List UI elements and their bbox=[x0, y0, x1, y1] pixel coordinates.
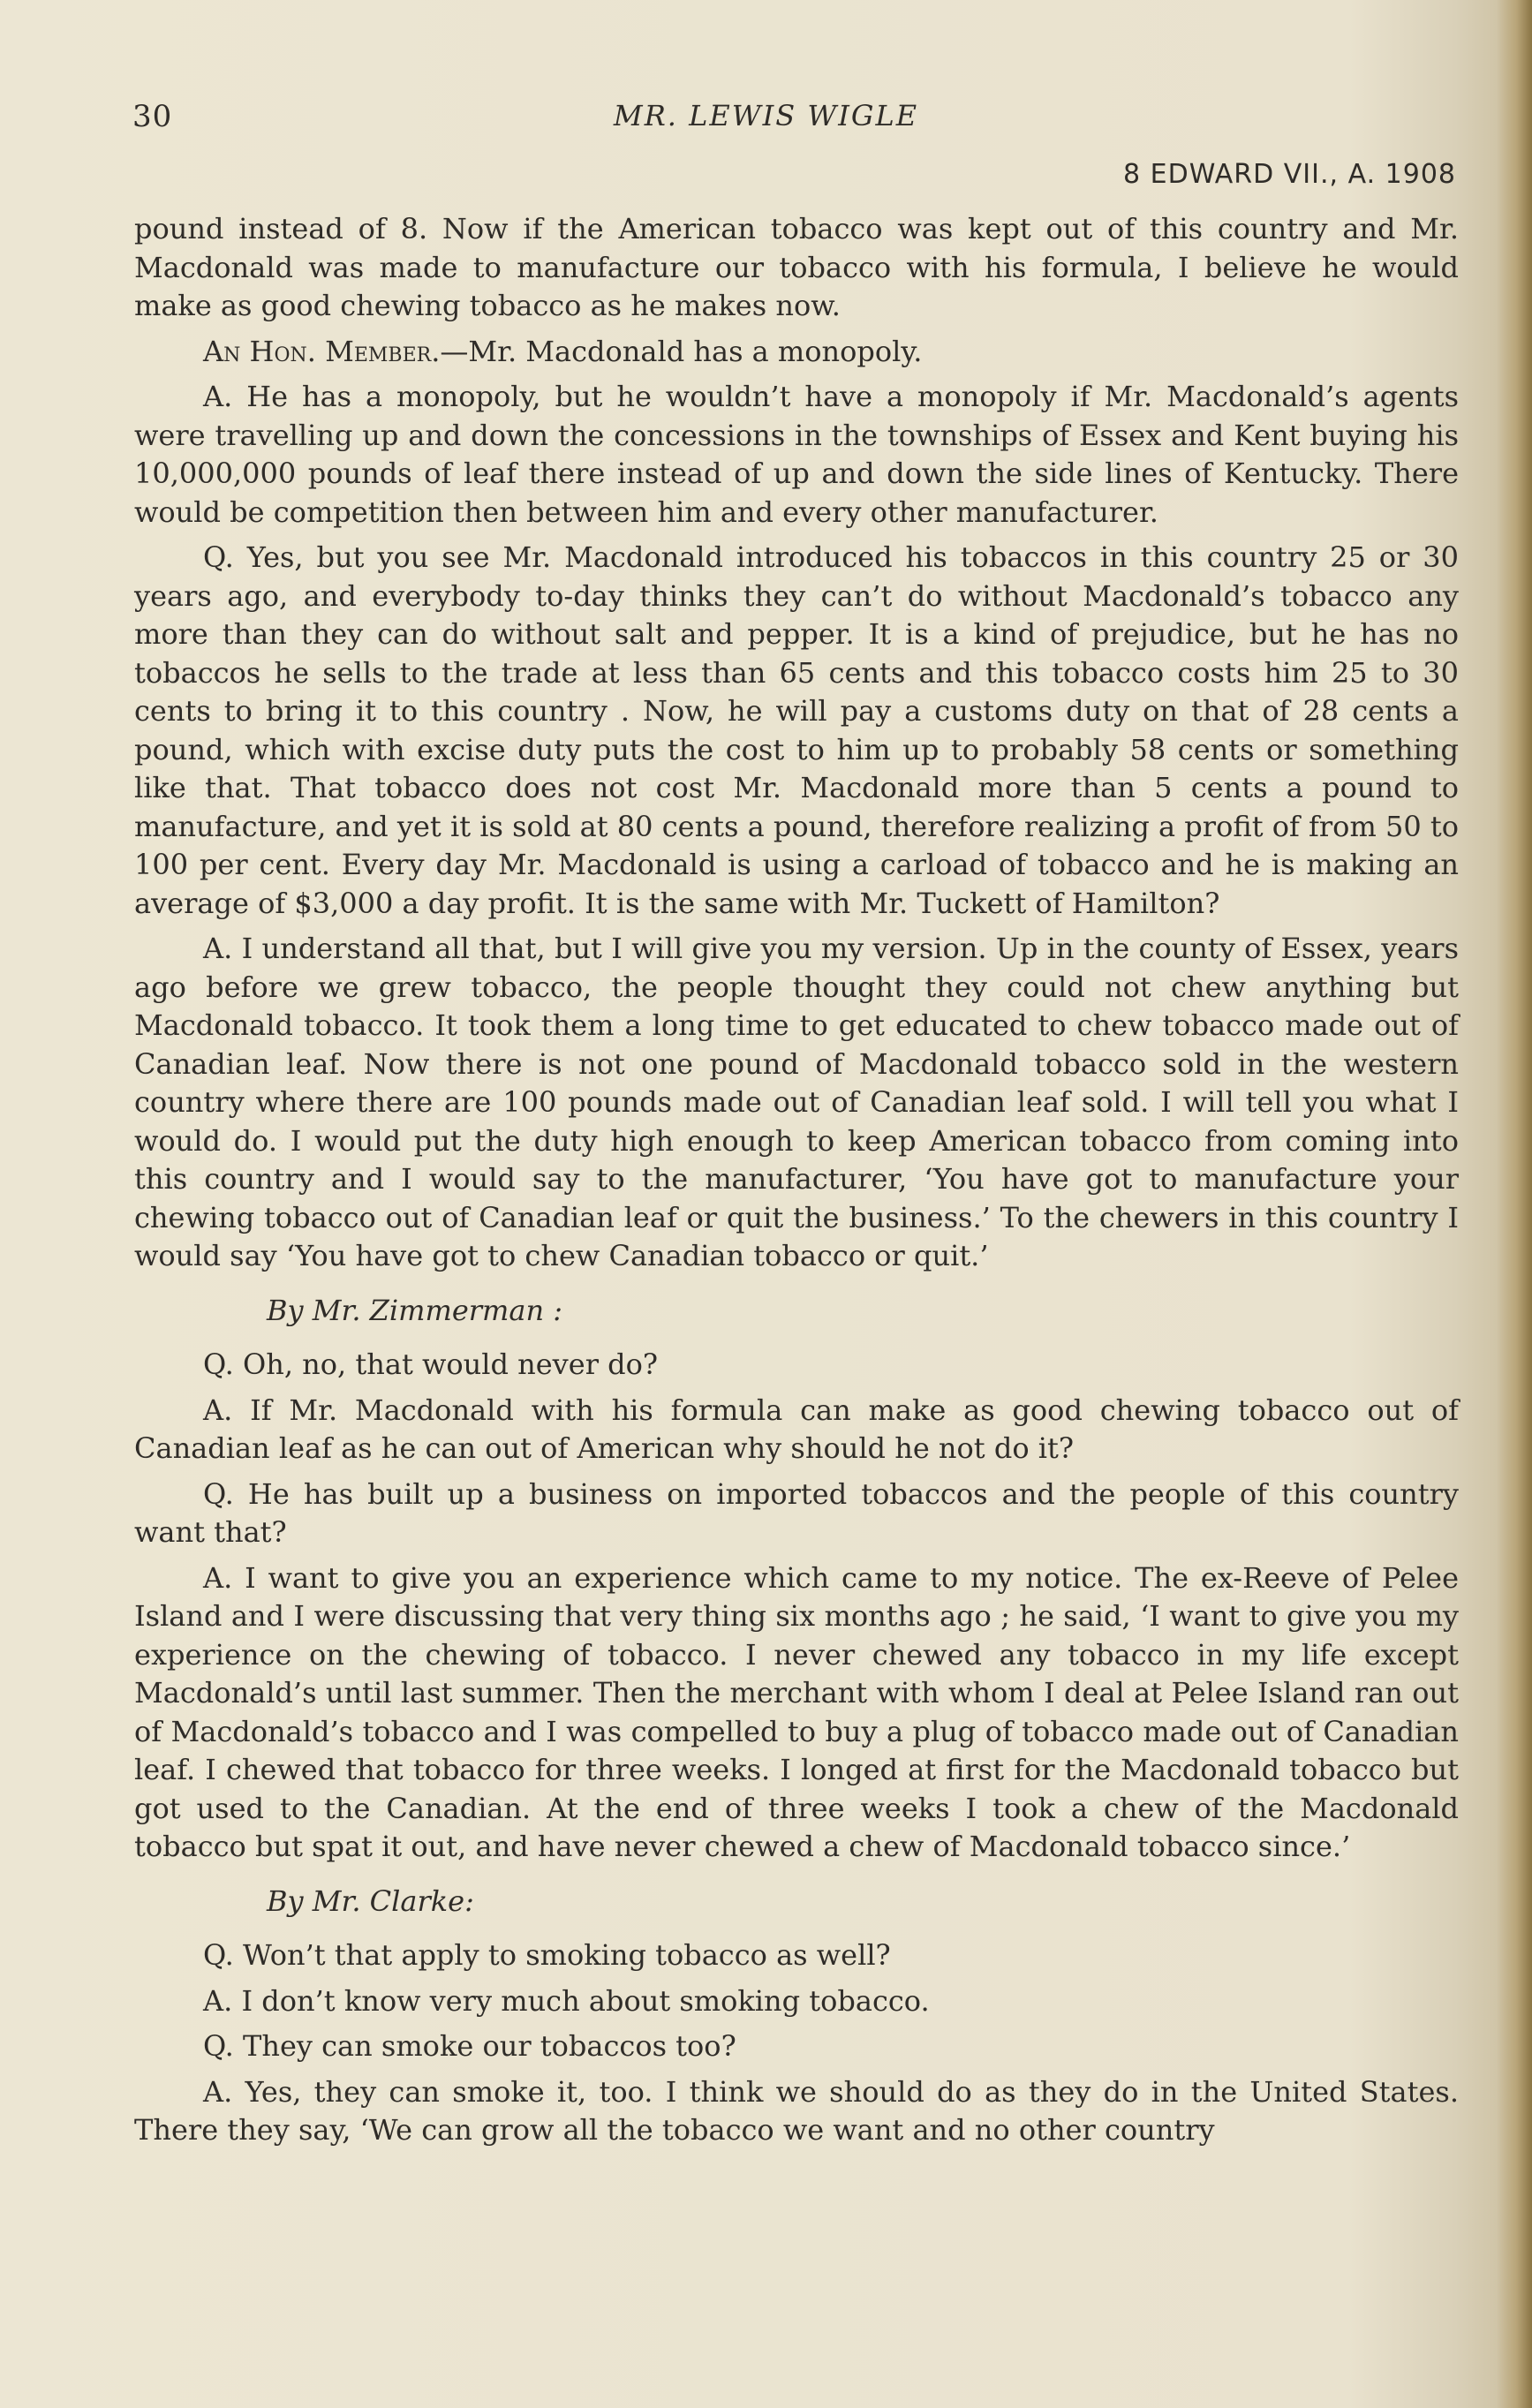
paragraph: A. If Mr. Macdonald with his formula can make as good chewing tobacco out of Canadian leaf as he can out of American why should he not do it? bbox=[134, 1393, 1459, 1465]
paragraph: A. He has a monopoly, but he wouldn’t have a monopoly if Mr. Macdonald’s agents were travelling up and down the concessions in the townships of Essex and Kent buying his 10,000,000 pounds of leaf there instead of up and down the side lines of Kentucky. There would be competition then between him and every other manufacturer. bbox=[134, 380, 1459, 529]
page-edge-shadow bbox=[1497, 0, 1532, 2408]
paragraph: Q. Won’t that apply to smoking tobacco as well? bbox=[203, 1938, 891, 1972]
session-reference: 8 EDWARD VII., A. 1908 bbox=[1123, 159, 1456, 190]
paragraph: A. Yes, they can smoke it, too. I think we should do as they do in the United States. There they say, ‘We can grow all the tobacco we want and no other country bbox=[134, 2074, 1459, 2147]
paragraph: Q. Yes, but you see Mr. Macdonald introduced his tobaccos in this country 25 or 30 years ago, and everybody to-day thinks they can’t do without Macdonald’s tobacco any more than they can do without salt and pepper. It is a kind of prejudice, but he has no tobaccos he sells to the trade at less than 65 cents and this tobacco costs him 25 to 30 cents to bring it to this country . Now, he will pay a customs duty on that of 28 cents a pound, which with excise duty puts the cost to him up to probably 58 cents or something like that. That tobacco does not cost Mr. Macdonald more than 5 cents a pound to manufacture, and yet it is sold at 80 cents a pound, therefore realizing a profit of from 50 to 100 per cent. Every day Mr. Macdonald is using a carload of tobacco and he is making an average of $3,000 a day profit. It is the same with Mr. Tuckett of Hamilton? bbox=[134, 540, 1459, 920]
paragraph: Q. He has built up a business on imported tobaccos and the people of this country want that? bbox=[134, 1476, 1459, 1549]
paragraph: Q. They can smoke our tobaccos too? bbox=[203, 2029, 736, 2063]
examiner-heading: By Mr. Zimmerman : bbox=[267, 1293, 563, 1327]
page-number: 30 bbox=[132, 99, 173, 134]
paragraph-speaker bbox=[134, 333, 1459, 372]
paragraph: Q. Oh, no, that would never do? bbox=[203, 1347, 659, 1381]
paragraph: A. I understand all that, but I will give you my version. Up in the county of Essex, years ago before we grew tobacco, the people thought they could not chew anything but Macdonald tobacco. It took them a long time to get educated to chew tobacco made out of Canadian leaf. Now there is not one pound of Macdonald tobacco sold in the western country where there are 100 pounds made out of Canadian leaf sold. I will tell you what I would do. I would put the duty high enough to keep American tobacco from coming into this country and I would say to the manufacturer, ‘You have got to manufacture your chewing tobacco out of Canadian leaf or quit the business.’ To the chewers in this country I would say ‘You have got to chew Canadian tobacco or quit.’ bbox=[134, 932, 1459, 1272]
running-head: MR. LEWIS WIGLE bbox=[613, 99, 919, 132]
speaker-label: An Hon. Member. bbox=[203, 334, 441, 368]
paragraph: pound instead of 8. Now if the American tobacco was kept out of this country and Mr. Macdonald was made to manufacture our tobacco with his formula, I believe he would make as good chewing tobacco as he makes now. bbox=[134, 212, 1459, 322]
examiner-heading: By Mr. Clarke: bbox=[267, 1883, 474, 1918]
paragraph: A. I don’t know very much about smoking tobacco. bbox=[203, 1983, 930, 2018]
paragraph: A. I want to give you an experience which came to my notice. The ex-Reeve of Pelee Island and I were discussing that very thing six months ago ; he said, ‘I want to give you my experience on the chewing of tobacco. I never chewed any tobacco in my life except Macdonald’s until last summer. Then the merchant with whom I deal at Pelee Island ran out of Macdonald’s tobacco and I was compelled to buy a plug of tobacco made out of Canadian leaf. I chewed that tobacco for three weeks. I longed at first for the Macdonald tobacco but got used to the Canadian. At the end of three weeks I took a chew of the Macdonald tobacco but spat it out, and have never chewed a chew of Macdonald tobacco since.’ bbox=[134, 1560, 1459, 1863]
speaker-text: —Mr. Macdonald has a monopoly. bbox=[440, 334, 923, 368]
body-text bbox=[134, 210, 1459, 2157]
